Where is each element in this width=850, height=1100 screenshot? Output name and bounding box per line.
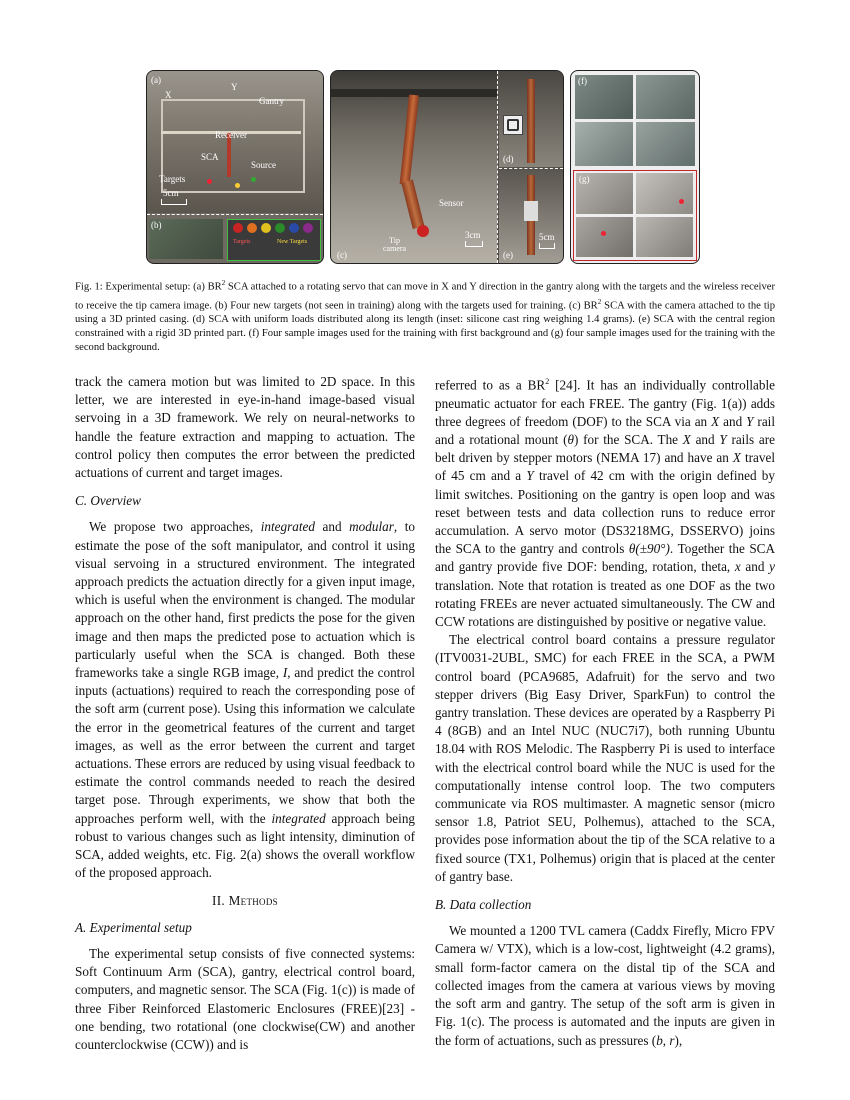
panel-f-label: (f): [578, 76, 587, 86]
new-targets-label: New Targets: [277, 239, 308, 245]
target-dot: [601, 231, 606, 236]
section-heading: B. Data collection: [435, 897, 532, 913]
panel-e-label: (e): [503, 250, 513, 260]
target-swatch: [303, 223, 313, 233]
panel-c-d-e: [330, 70, 564, 264]
section-title: II. Methods: [212, 893, 278, 909]
right-column: [435, 373, 775, 1050]
scale-label-e: 5cm: [539, 232, 555, 242]
sca-loads-body: [527, 79, 535, 163]
sensor-label: Sensor: [439, 198, 464, 208]
scale-bar-c: [465, 241, 483, 247]
sample-image: [636, 75, 695, 119]
scale-bar: [161, 199, 187, 205]
panel-divider: [147, 214, 323, 215]
panel-a-b: [146, 70, 324, 264]
scale-label-c: 3cm: [465, 230, 481, 240]
panel-divider-de: [499, 168, 563, 169]
caption-fig-label: Fig. 1:: [75, 281, 103, 293]
sample-image: [636, 173, 693, 214]
axis-y-label: Y: [231, 82, 238, 92]
caption-sup: 2: [597, 297, 602, 306]
gantry-label: Gantry: [259, 96, 284, 106]
section-heading: C. Overview: [75, 493, 141, 509]
axis-x-label: X: [165, 90, 172, 100]
source-label: Source: [251, 160, 276, 170]
panel-divider-v: [497, 71, 498, 263]
target-swatch: [275, 223, 285, 233]
targets-used-label: Targets: [233, 239, 251, 245]
target-dot: [679, 199, 684, 204]
paragraph: referred to as a $BR^2$ [24]. It has an individually controllable pneumatic actuator for each FREE. The gantry (Fig. 1(a)) adds three degrees of freedom (DOF) to the SCA via an X and Y rail and a rotational mount (θ) for the SCA. The X and Y rails are belt driven by stepper motors (NEMA 17) and have an X travel of 45 cm and a Y travel of 42 cm with the origin defined by limit switches. Positioning on the gantry is open loop and was reset between tests and data collection runs to reduce error accumulation. A servo motor (DS3218MG, DSSERVO) joins the SCA to the gantry and controls θ(±90°). Together the SCA and gantry provide five DOF: bending, rotation, theta, x and y translation. Note that rotation is treated as one DOF as the two rotating FREEs are never actuated simultaneously. The CW and CCW rotations are distinguished by positive or negative value.: [435, 377, 775, 630]
sample-image: [636, 122, 695, 166]
receiver-label: Receiver: [215, 130, 247, 140]
scale-bar-e: [539, 243, 555, 249]
target-dot: [251, 177, 256, 182]
paragraph: We propose two approaches, integrated and modular, to estimate the pose of the soft manipulator, and control it using visual servoing in a structured environment. The integrated approach predicts the actuation directly for a given input image, which is useful when the environment is changed. The modular approach on the other hand, first predicts the pose for the given image and then maps the predicted pose to actuation which is particularly useful when the SCA is changed. Both these frameworks take a single RGB image, I, and predict the control inputs (actuations) required to reach the corresponding pose of the soft arm (current pose). Using this information we calculate the error in the geometrical features of the current and target images, as well as the error between the current and target actuations. These errors are reduced by using visual feedback to estimate the control commands needed to reach the desired target pose. Through experiments, we show that both the approaches perform well, with the integrated approach being robust to various changes such as light intensity, diminution of SCA, added weights, etc. Fig. 2(a) shows the overall workflow of the proposed approach.: [75, 519, 416, 881]
paragraph: The electrical control board contains a pressure regulator (ITV0031-2UBL, SMC) for each FREE in the SCA, a PWM control board (PCA9685, Adafruit) for the servo and two stepper drivers (Big Easy Driver, SparkFun) to control the gantry translation. These devices are operated by a Raspberry Pi 4 (8GB) and an Intel NUC (NUC7i7), both running Ubuntu 18.04 with ROS Melodic. The Raspberry Pi is used to interface with the electrical control board while the NUC is used for the computationally intense control loop. The two computers communicate via ROS multimaster. A magnetic sensor (micro sensor 1.8, Patriot SEU, Polhemus), attached to the SCA, provides pose information about the tip of the SCA relative to a fixed source (TX1, Polhemus) origin that is placed at the center of gantry base.: [435, 632, 775, 884]
scale-label: 5cm: [163, 188, 179, 198]
section-heading: A. Experimental setup: [75, 919, 192, 935]
panel-f-g: [570, 70, 700, 264]
target-swatch: [261, 223, 271, 233]
targets-label: Targets: [159, 174, 186, 184]
target-dot: [207, 179, 212, 184]
caption-text: SCA attached to a rotating servo that can move in X and Y direction in the gantry along with the targets and the wireless receiver to receive the tip camera image. (b) Four new targets (not seen in training) along with the targets used for training. (c) BR: [75, 281, 775, 312]
rigid-part: [524, 201, 538, 221]
panel-g-label: (g): [579, 174, 590, 184]
target-swatch: [233, 223, 243, 233]
paragraph: We mounted a 1200 TVL camera (Caddx Firefly, Micro FPV Camera w/ VTX), which is a low-cost, lightweight (4.2 grams), small form-factor camera on the distal tip of the SCA and collected images from the camera at various views by moving the soft arm and gantry. The setup of the soft arm is given in Fig. 1(c). The process is automated and the inputs are given in the form of actuations, such as pressures (b, r),: [435, 923, 775, 1048]
tip-camera-label: Tip camera: [383, 236, 407, 253]
sca-label: SCA: [201, 152, 219, 162]
caption-sup: 2: [221, 279, 226, 287]
caption-text: Experimental setup: (a) BR: [105, 281, 222, 293]
sample-image: [575, 122, 633, 166]
panel-a-label: (a): [151, 75, 161, 85]
sample-image: [636, 217, 693, 257]
tip-camera: [417, 225, 429, 237]
paragraph: track the camera motion but was limited to 2D space. In this letter, we are interested in eye-in-hand image-based visual servoing in a 3D framework. We rely on neural-networks to handle the feature extraction and mapping to actuation. The control policy then computes the error between the predicted actuations of current and target images.: [75, 374, 415, 481]
sample-image: [576, 217, 633, 257]
panel-b-label: (b): [151, 220, 162, 230]
target-dot: [235, 183, 240, 188]
paragraph: The experimental setup consists of five connected systems: Soft Continuum Arm (SCA), gantry, electrical control board, computers, and magnetic sensor. The SCA (Fig. 1(c)) is made of three Fiber Reinforced Elastomeric Enclosures (FREE)[23] - one bending, two rotational (one clockwise(CW) and another counterclockwise (CCW)) and is: [75, 945, 415, 1052]
target-swatch: [247, 223, 257, 233]
ring-shape: [507, 119, 519, 131]
target-swatch: [289, 223, 299, 233]
figure-caption: [75, 276, 775, 355]
panel-d-label: (d): [503, 154, 514, 164]
panel-c-label: (c): [337, 250, 347, 260]
figure-1: [146, 70, 698, 262]
left-column: [75, 373, 415, 1054]
caption-text: SCA with the camera attached to the tip using a 3D printed casing. (d) SCA with uniform loads distributed along its length (inset: silicone cast ring weighing 1.4 grams). (e) SCA with the central region constrained with a rigid 3D printed part. (f) Four sample images used for the training with first background and (g) four sample images used for the training with the second background.: [75, 300, 775, 354]
